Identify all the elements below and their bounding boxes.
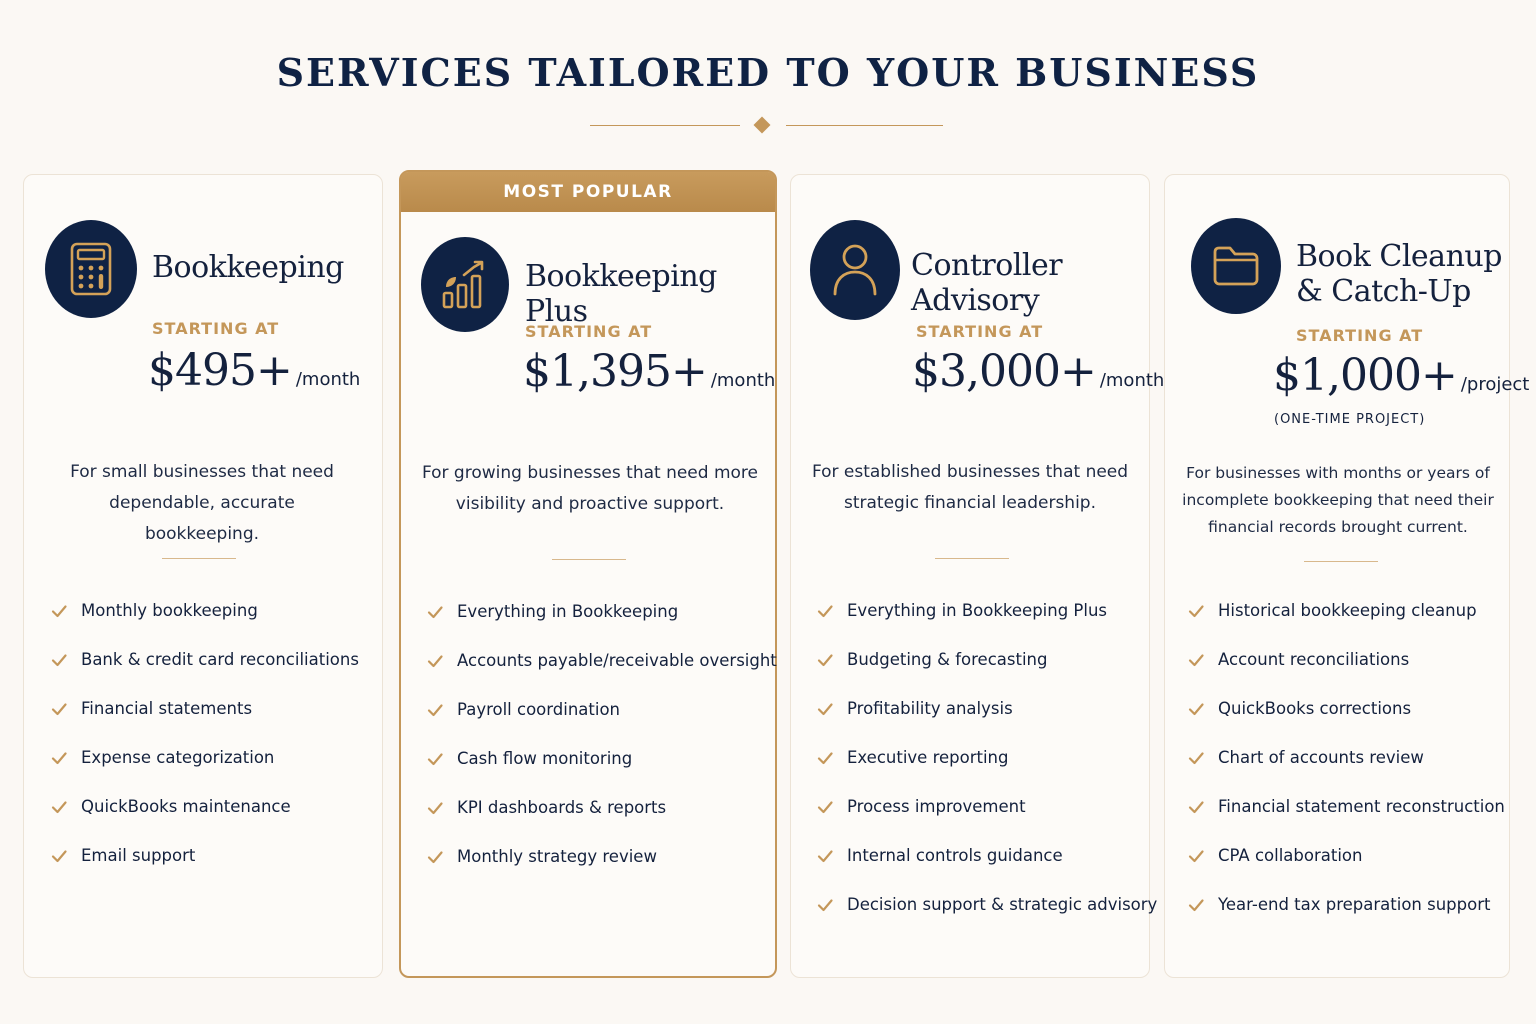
starting-at-label: STARTING AT xyxy=(152,319,280,338)
checkmark-icon xyxy=(50,749,68,767)
feature-text: QuickBooks maintenance xyxy=(81,797,291,816)
checkmark-icon xyxy=(426,603,444,621)
plan-description: For small businesses that need dependable, accurate bookkeeping. xyxy=(70,462,334,544)
section-divider xyxy=(552,559,626,560)
plan-card-book-cleanup[interactable] xyxy=(1164,174,1530,978)
feature-text: Financial statements xyxy=(81,699,253,718)
plan-name xyxy=(1296,239,1502,309)
checkmark-icon xyxy=(816,749,834,767)
starting-at-label: STARTING AT xyxy=(525,322,653,341)
most-popular-badge: MOST POPULAR xyxy=(401,172,775,212)
divider-line-left xyxy=(590,125,740,126)
calculator-icon xyxy=(45,220,137,318)
checkmark-icon xyxy=(1187,749,1205,767)
diamond-ornament-icon xyxy=(754,117,771,134)
feature-text: Cash flow monitoring xyxy=(457,749,633,768)
price-amount: $495+ xyxy=(148,345,292,396)
feature-text: Year-end tax preparation support xyxy=(1218,895,1491,914)
feature-text: Email support xyxy=(81,846,196,865)
price-period: /project xyxy=(1460,374,1530,395)
plan-name-line-1: Book Cleanup xyxy=(1296,239,1502,274)
checkmark-icon xyxy=(50,798,68,816)
checkmark-icon xyxy=(50,602,68,620)
feature-text: Everything in Bookkeeping Plus xyxy=(847,601,1108,620)
feature-text: Internal controls guidance xyxy=(847,846,1063,865)
plan-price xyxy=(148,345,360,396)
feature-text: Historical bookkeeping cleanup xyxy=(1218,601,1477,620)
starting-at-label: STARTING AT xyxy=(916,322,1044,341)
title-divider xyxy=(0,116,1536,136)
price-period: /month xyxy=(710,370,776,391)
plan-card-bookkeeping-plus[interactable] xyxy=(399,170,777,978)
feature-text: Financial statement reconstruction xyxy=(1218,797,1505,816)
price-period: /month xyxy=(1099,370,1165,391)
feature-text: Expense categorization xyxy=(81,748,275,767)
price-period: /month xyxy=(295,369,361,390)
folder-icon xyxy=(1191,218,1281,314)
feature-text: QuickBooks corrections xyxy=(1218,699,1412,718)
feature-text: Bank & credit card reconciliations xyxy=(81,650,359,669)
feature-text: Chart of accounts review xyxy=(1218,748,1424,767)
feature-text: CPA collaboration xyxy=(1218,846,1363,865)
plan-price xyxy=(523,346,775,397)
checkmark-icon xyxy=(816,798,834,816)
plan-name: Bookkeeping xyxy=(152,250,344,285)
person-icon xyxy=(810,220,900,320)
plan-name-line-2: & Catch-Up xyxy=(1296,274,1471,309)
checkmark-icon xyxy=(1187,602,1205,620)
feature-text: KPI dashboards & reports xyxy=(457,798,667,817)
checkmark-icon xyxy=(816,896,834,914)
feature-text: Process improvement xyxy=(847,797,1026,816)
feature-text: Monthly bookkeeping xyxy=(81,601,258,620)
checkmark-icon xyxy=(1187,896,1205,914)
checkmark-icon xyxy=(426,750,444,768)
plan-description: For businesses with months or years of incomplete bookkeeping that need their financial records brought current. xyxy=(1182,464,1494,536)
checkmark-icon xyxy=(816,651,834,669)
checkmark-icon xyxy=(1187,847,1205,865)
feature-text: Decision support & strategic advisory xyxy=(847,895,1158,914)
section-divider xyxy=(1304,561,1378,562)
feature-text: Account reconciliations xyxy=(1218,650,1410,669)
price-amount: $3,000+ xyxy=(912,346,1096,397)
checkmark-icon xyxy=(426,799,444,817)
feature-text: Monthly strategy review xyxy=(457,847,657,866)
feature-text: Everything in Bookkeeping xyxy=(457,602,679,621)
checkmark-icon xyxy=(1187,700,1205,718)
price-amount: $1,395+ xyxy=(523,346,707,397)
checkmark-icon xyxy=(50,651,68,669)
feature-text: Profitability analysis xyxy=(847,699,1013,718)
plan-name: Controller Advisory xyxy=(911,248,1063,318)
plan-price xyxy=(1273,350,1529,401)
checkmark-icon xyxy=(816,602,834,620)
page-title: SERVICES TAILORED TO YOUR BUSINESS xyxy=(276,50,1260,95)
checkmark-icon xyxy=(816,700,834,718)
checkmark-icon xyxy=(1187,651,1205,669)
checkmark-icon xyxy=(816,847,834,865)
growth-chart-icon xyxy=(421,237,509,332)
checkmark-icon xyxy=(426,652,444,670)
plan-price xyxy=(912,346,1164,397)
plan-description: For established businesses that need strategic financial leadership. xyxy=(811,462,1129,513)
price-amount: $1,000+ xyxy=(1273,350,1457,401)
checkmark-icon xyxy=(50,700,68,718)
plan-name: Bookkeeping Plus xyxy=(525,259,717,329)
checkmark-icon xyxy=(1187,798,1205,816)
feature-text: Accounts payable/receivable oversight xyxy=(457,651,777,670)
checkmark-icon xyxy=(50,847,68,865)
feature-text: Executive reporting xyxy=(847,748,1009,767)
plan-description: For growing businesses that need more visibility and proactive support. xyxy=(421,463,759,514)
plan-card-controller-advisory[interactable] xyxy=(790,174,1165,978)
divider-line-right xyxy=(786,125,943,126)
one-time-note: (ONE-TIME PROJECT) xyxy=(1274,412,1426,427)
feature-text: Payroll coordination xyxy=(457,700,621,719)
section-divider xyxy=(935,558,1009,559)
checkmark-icon xyxy=(426,701,444,719)
section-divider xyxy=(162,558,236,559)
starting-at-label: STARTING AT xyxy=(1296,326,1424,345)
plan-card-bookkeeping[interactable] xyxy=(23,174,383,978)
checkmark-icon xyxy=(426,848,444,866)
feature-text: Budgeting & forecasting xyxy=(847,650,1048,669)
